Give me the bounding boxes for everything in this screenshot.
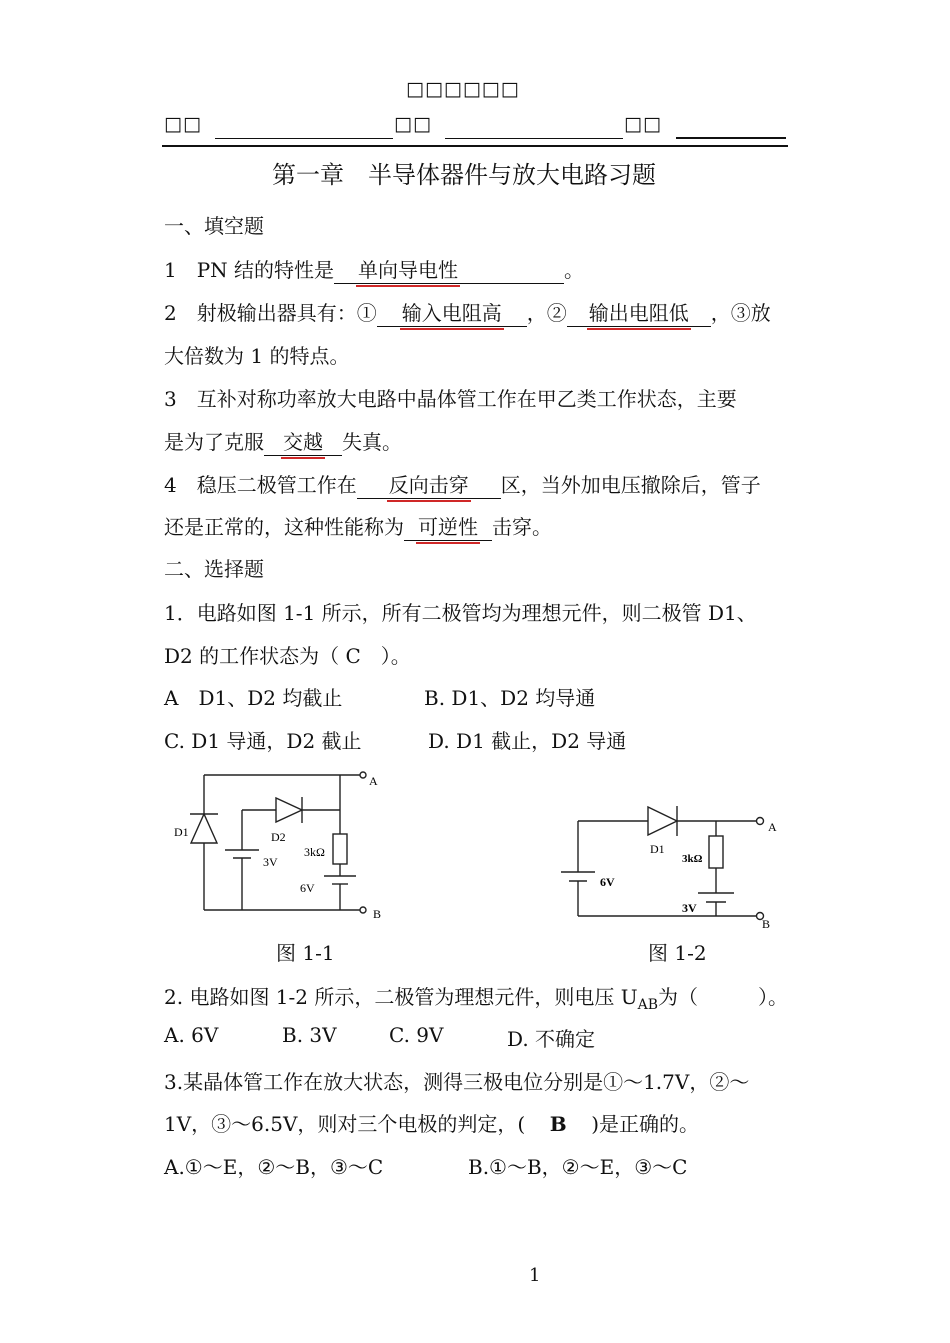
s2-q2-optA: A. 6V [164,1023,219,1047]
s2-q2-optB: B. 3V [282,1023,337,1047]
s1-q2-line1: 2 射极输出器具有：① 输入电阻高 ，② 输出电阻低 ，③放 [164,297,771,327]
s2-q1-optC: C. D1 导通，D2 截止 [164,729,362,753]
fig1-d2-label: D2 [271,830,286,844]
s2-q3-optB: B.①～B，②～E，③～C [468,1155,688,1179]
s2-q3-line1: 3.某晶体管工作在放大状态，测得三极电位分别是①～1.7V，②～ [164,1070,750,1094]
s2-q1-optD: D. D1 截止，D2 导通 [428,729,627,753]
header-field3-label: □□ [624,113,662,135]
fig1-6v-label: 6V [300,881,315,895]
fig2-terminal-b: B [762,917,771,931]
s2-q3-line2: 1V，③～6.5V，则对三个电极的判定，( B )是正确的。 [164,1112,700,1136]
chapter-title: 第一章 半导体器件与放大电路习题 [272,161,656,189]
s1-q1: 1 PN 结的特性是 单向导电性 。 [164,254,584,284]
header-top-title: □□□□□□ [406,78,520,100]
fig1-terminal-b: B [373,907,382,921]
s2-q3-optA: A.①～E，②～B，③～C [164,1155,384,1179]
s2-q1-line2: D2 的工作状态为（ C ）。 [164,644,411,668]
s2-q2-optC: C. 9V [389,1023,444,1047]
page-number: 1 [529,1265,541,1286]
s2-q1-optB: B. D1、D2 均导通 [424,686,596,710]
s1-q3-line1: 3 互补对称功率放大电路中晶体管工作在甲乙类工作状态，主要 [164,387,737,411]
s1-q3-line2: 是为了克服 交越 失真。 [164,426,402,456]
fig2-caption: 图 1-2 [648,941,707,965]
header-field1-label: □□ [164,113,202,135]
fig1-caption: 图 1-1 [276,941,335,965]
s1-q4-line2: 还是正常的，这种性能称为 可逆性 击穿。 [164,511,552,541]
s1-q4-line1: 4 稳压二极管工作在 反向击穿 区，当外加电压撤除后，管子 [164,469,761,499]
fig2-3v-label: 3V [682,901,697,915]
s2-q1-line1: 1．电路如图 1-1 所示，所有二极管均为理想元件，则二极管 D1、 [164,601,757,625]
section1-heading: 一、填空题 [164,214,264,238]
s2-q2-optD: D. 不确定 [507,1027,596,1051]
fig1-3v-label: 3V [263,855,278,869]
fig1-d1-label: D1 [174,825,189,839]
fig1-terminal-a: A [369,774,378,788]
s2-q1-optA: A D1、D2 均截止 [164,686,343,710]
fig2-terminal-a: A [768,820,777,834]
fig2-6v-label: 6V [600,875,615,889]
fig2-d1-label: D1 [650,842,665,856]
fig2-resistor-label: 3kΩ [682,853,703,865]
s1-q2-line2: 大倍数为 1 的特点。 [164,344,350,368]
s2-q2-line1: 2. 电路如图 1-2 所示，二极管为理想元件，则电压 $U_{AB}$为（ ）。 [164,985,788,1013]
section2-heading: 二、选择题 [164,557,264,581]
fig1-resistor-label: 3kΩ [304,845,325,859]
header-field2-label: □□ [394,113,432,135]
